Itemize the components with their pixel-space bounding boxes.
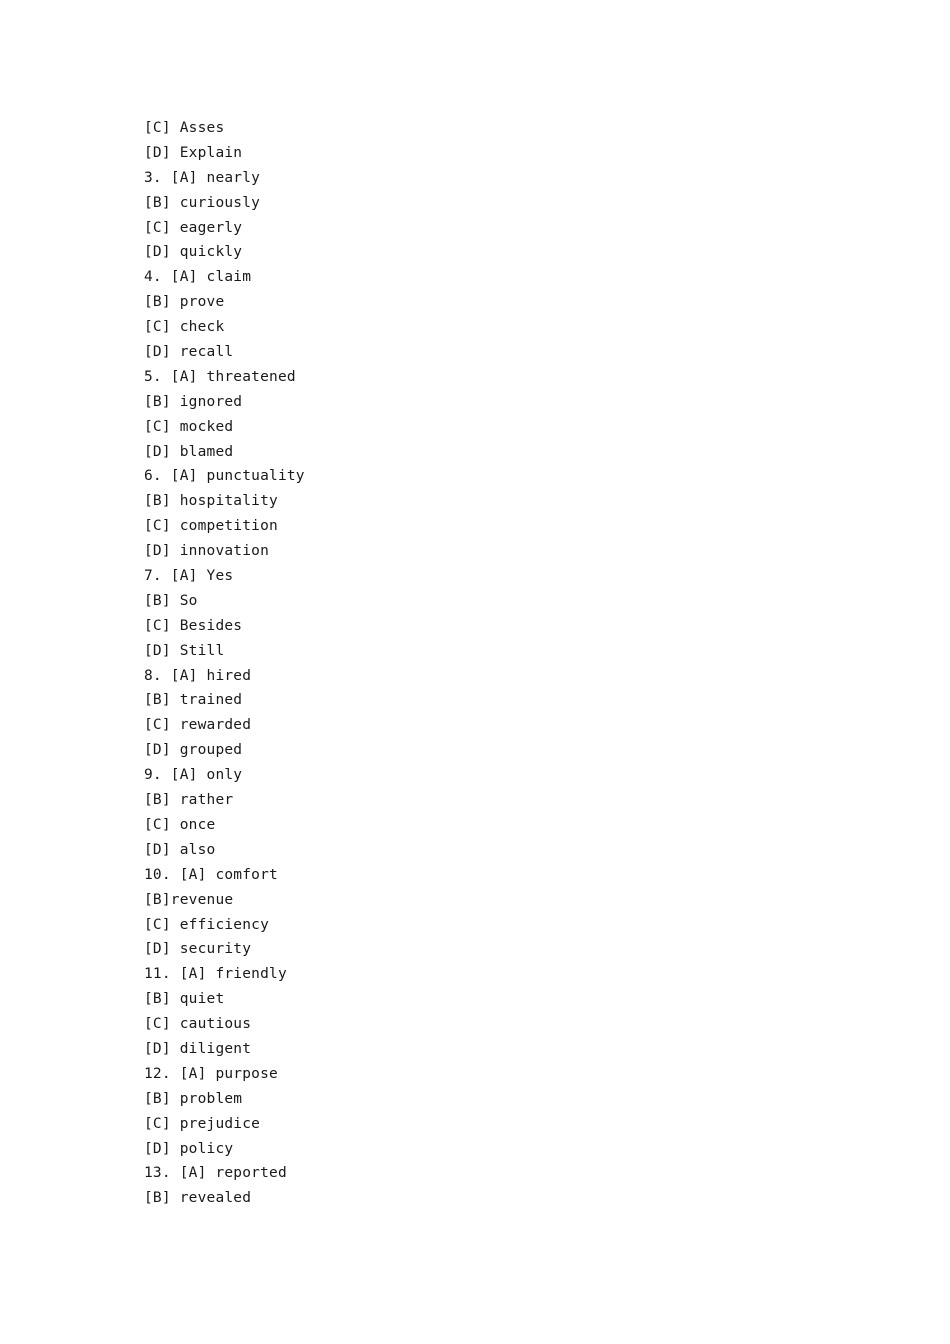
option-line: [B] trained <box>144 692 243 709</box>
option-line: [B] problem <box>144 1090 243 1107</box>
option-line: 3. [A] nearly <box>144 169 261 186</box>
option-line: [B] So <box>144 592 198 609</box>
option-line: [C] Besides <box>144 617 243 634</box>
option-line: [B] ignored <box>144 393 243 410</box>
option-line: [B] rather <box>144 792 234 809</box>
option-line: [D] blamed <box>144 443 234 460</box>
option-line: [D] policy <box>144 1140 234 1157</box>
option-line: [C] mocked <box>144 418 234 435</box>
option-line: [C] once <box>144 816 216 833</box>
option-line: [C] efficiency <box>144 916 270 933</box>
option-line: [D] also <box>144 841 216 858</box>
option-line: 6. [A] punctuality <box>144 468 305 485</box>
option-line: 13. [A] reported <box>144 1165 287 1182</box>
option-line: [D] recall <box>144 344 234 361</box>
option-line: 12. [A] purpose <box>144 1065 278 1082</box>
option-line: 4. [A] claim <box>144 269 252 286</box>
option-line: [B] revealed <box>144 1190 252 1207</box>
option-line: [D] Explain <box>144 144 243 161</box>
option-line: [B]revenue <box>144 891 234 908</box>
option-line: 8. [A] hired <box>144 667 252 684</box>
option-line: [B] hospitality <box>144 493 278 510</box>
option-line: [C] competition <box>144 518 278 535</box>
option-line: [C] Asses <box>144 120 225 136</box>
option-line: 10. [A] comfort <box>144 866 278 883</box>
option-line: [C] rewarded <box>144 717 252 734</box>
option-line: [D] innovation <box>144 543 270 560</box>
option-line: 9. [A] only <box>144 767 243 784</box>
option-line: [D] diligent <box>144 1040 252 1057</box>
option-line: [C] cautious <box>144 1016 252 1033</box>
answer-options-list <box>144 116 305 1211</box>
option-line: [D] grouped <box>144 742 243 759</box>
option-line: [B] prove <box>144 294 225 311</box>
option-line: [C] eagerly <box>144 219 243 236</box>
option-line: [C] check <box>144 319 225 336</box>
option-line: 11. [A] friendly <box>144 966 287 983</box>
option-line: 5. [A] threatened <box>144 368 296 385</box>
option-line: [D] Still <box>144 642 225 659</box>
option-line: 7. [A] Yes <box>144 568 234 585</box>
option-line: [C] prejudice <box>144 1115 261 1132</box>
option-line: [B] quiet <box>144 991 225 1008</box>
option-line: [B] curiously <box>144 194 261 211</box>
option-line: [D] security <box>144 941 252 958</box>
option-line: [D] quickly <box>144 244 243 261</box>
